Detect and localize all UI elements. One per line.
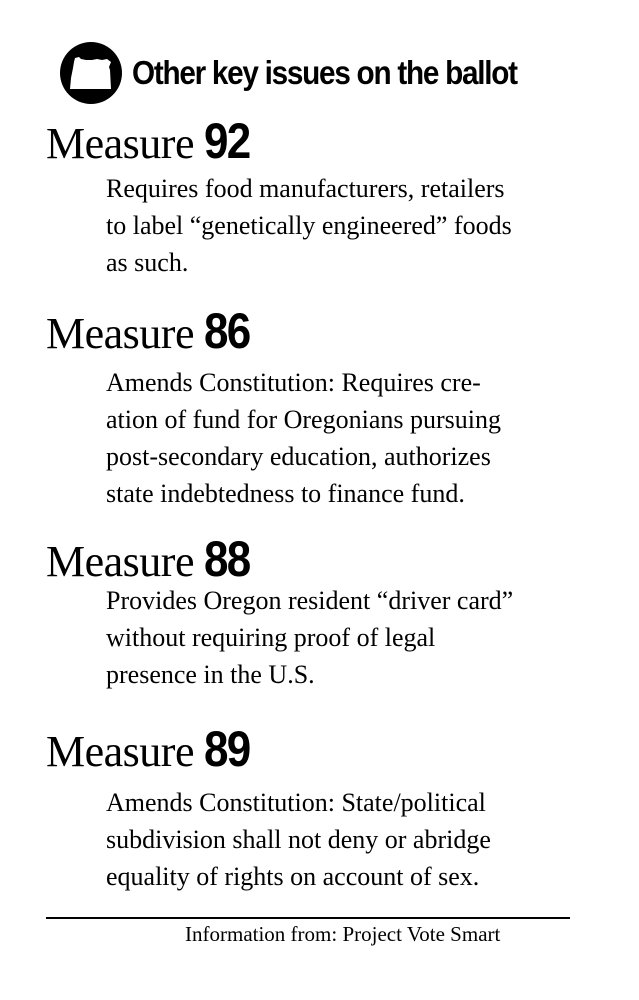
- measure-word: Measure: [46, 119, 194, 168]
- measure-number: 92: [204, 113, 250, 169]
- measure-description: Amends Constitution: Requires cre- ation of fund for Oregonians pursuing post-secondary education, authorizes state indebtedness to finance fund.: [106, 368, 501, 508]
- measure-title: [46, 112, 616, 169]
- measure-number: 88: [204, 531, 250, 587]
- measure-description: Provides Oregon resident “driver card” without requiring proof of legal presence in the U.S.: [106, 586, 514, 689]
- measure-86: [46, 302, 616, 512]
- measure-word: Measure: [46, 537, 194, 586]
- graphic-title: Other key issues on the ballot: [132, 54, 517, 91]
- measure-number: 89: [204, 721, 250, 777]
- graphic-header: [60, 42, 559, 104]
- footer-divider: [46, 917, 570, 919]
- measure-title: [46, 302, 616, 359]
- measure-92: [46, 112, 616, 281]
- measure-89: [46, 720, 616, 895]
- measure-title: [46, 720, 616, 777]
- source-credit: Information from: Project Vote Smart: [185, 922, 501, 946]
- measure-word: Measure: [46, 309, 194, 358]
- measure-88: [46, 530, 616, 693]
- measure-number: 86: [204, 303, 250, 359]
- oregon-state-icon: [60, 42, 122, 104]
- measure-description: Requires food manufacturers, retailers to label “genetically engineered” foods as such.: [106, 174, 512, 277]
- measure-description: Amends Constitution: State/political subdivision shall not deny or abridge equality of rights on account of sex.: [106, 788, 491, 891]
- measure-title: [46, 530, 616, 587]
- measure-word: Measure: [46, 727, 194, 776]
